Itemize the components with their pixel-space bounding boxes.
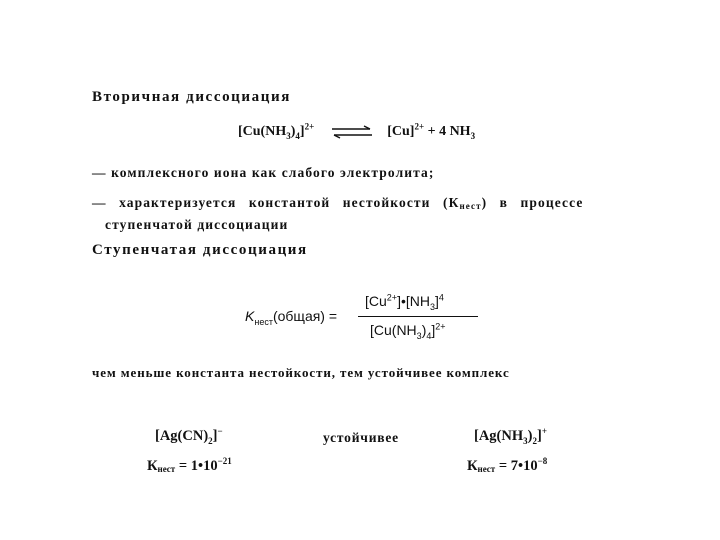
- comparison-word: устойчивее: [323, 430, 399, 445]
- text-line-instability-constant: — характеризуется константой нестойкости (Кнест) в процессе: [92, 195, 584, 211]
- section-heading-stepwise-dissociation: Ступенчатая диссоциация: [92, 242, 308, 258]
- equilibrium-arrows-icon: [330, 125, 374, 139]
- complex-ag-nh3: $[Ag(NH_3)_2]^+$: [474, 426, 547, 446]
- k-instability-ag-nh3: Кнест = $7•10^{-8}$: [467, 456, 548, 474]
- text-line-stepwise: ступенчатой диссоциации: [105, 217, 289, 232]
- section-heading-secondary-dissociation: Вторичная диссоциация: [92, 89, 291, 105]
- formula-denominator: $[Cu(NH_3)_4]^{2+}$: [370, 321, 446, 341]
- eq1-right-side: $[Cu]^{2+} + 4$ $NH_3$: [387, 121, 476, 141]
- text-line-weak-electrolyte: — комплексного иона как слабого электролита;: [92, 165, 435, 180]
- k-instability-ag-cn: Кнест = $1•10^{-21}$: [147, 456, 232, 474]
- formula-numerator: $[Cu^{2+}]•[NH_3]^4$: [365, 292, 444, 312]
- fraction-bar: [358, 316, 478, 317]
- eq1-left-complex: $[Cu(NH_3)_4]^{2+}$: [238, 121, 315, 141]
- complex-ag-cn: $[Ag(CN)_2]^-$: [155, 426, 223, 446]
- dissociation-equation: [238, 121, 476, 141]
- formula-k-label: $K_{нест}(общая)$ =: [245, 308, 338, 327]
- stability-statement: чем меньше константа нестойкости, тем устойчивее комплекс: [92, 365, 510, 380]
